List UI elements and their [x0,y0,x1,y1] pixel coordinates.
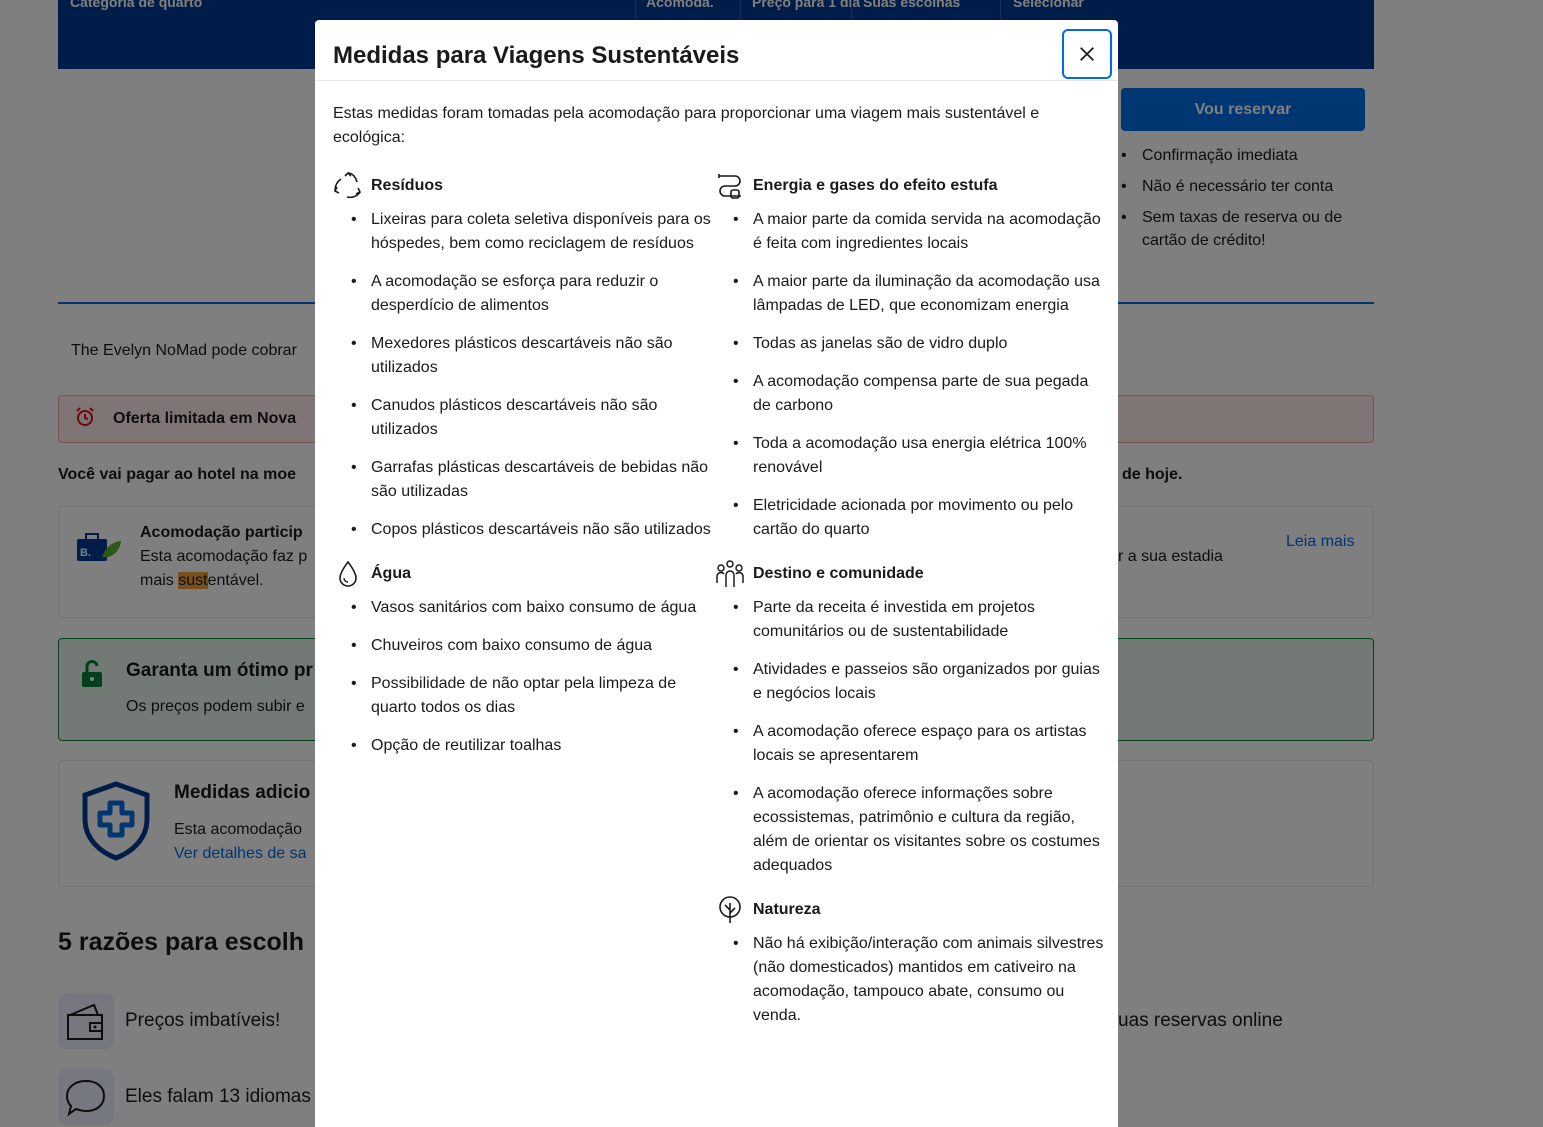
energy-icon [715,171,745,201]
measure-item: • A acomodação oferece espaço para os artistas locais se apresentarem [753,720,1105,768]
measure-item: • Todas as janelas são de vidro duplo [753,332,1105,356]
category-header-energy [715,168,1105,204]
category-header-community [715,556,1105,592]
measure-item: • Garrafas plásticas descartáveis de bebidas não são utilizadas [371,456,723,504]
energy-list [753,208,1105,542]
measure-item: • A maior parte da iluminação da acomodação usa lâmpadas de LED, que economizam energia [753,270,1105,318]
measure-item: • A acomodação se esforça para reduzir o desperdício de alimentos [371,270,723,318]
category-header-nature [715,892,1105,928]
modal-header-divider [315,80,1118,81]
measure-item: • Copos plásticos descartáveis não são utilizados [371,518,723,542]
measure-item: • Possibilidade de não optar pela limpeza de quarto todos os dias [371,672,723,720]
right-column [715,168,1105,1042]
measure-item: • Mexedores plásticos descartáveis não são utilizados [371,332,723,380]
measure-item: • Atividades e passeios são organizados por guias e negócios locais [753,658,1105,706]
sustainability-modal [315,20,1118,1127]
left-column [333,168,723,772]
tree-icon [715,895,745,925]
community-icon [715,559,745,589]
close-icon [1078,45,1096,63]
recycle-icon [333,171,363,201]
measure-item: • Parte da receita é investida em projetos comunitários ou de sustentabilidade [753,596,1105,644]
category-title: Água [371,565,411,582]
modal-intro: Estas medidas foram tomadas pela acomodação para proporcionar uma viagem mais sustentável e ecológica: [333,105,1040,146]
water-drop-icon [333,559,363,589]
water-list [371,596,723,758]
category-title: Resíduos [371,177,444,194]
category-header-water [333,556,723,592]
close-button[interactable] [1062,29,1112,79]
measure-item: • Opção de reutilizar toalhas [371,734,723,758]
measure-item: • Não há exibição/interação com animais silvestres (não domesticados) mantidos em cativeiro na acomodação, tampouco abate, consumo ou venda. [753,932,1105,1028]
category-title: Natureza [753,901,821,918]
measure-item: • Canudos plásticos descartáveis não são utilizados [371,394,723,442]
category-header-waste [333,168,723,204]
measure-item: • A acomodação compensa parte de sua pegada de carbono [753,370,1105,418]
measure-item: • Vasos sanitários com baixo consumo de água [371,596,723,620]
measure-item: • A maior parte da comida servida na acomodação é feita com ingredientes locais [753,208,1105,256]
measure-item: • Lixeiras para coleta seletiva disponíveis para os hóspedes, bem como reciclagem de resíduos [371,208,723,256]
category-title: Energia e gases do efeito estufa [753,177,998,194]
measure-item: • A acomodação oferece informações sobre ecossistemas, patrimônio e cultura da região, além de orientar os visitantes sobre os costumes adequados [753,782,1105,878]
measure-item: • Eletricidade acionada por movimento ou pelo cartão do quarto [753,494,1105,542]
modal-title: Medidas para Viagens Sustentáveis [333,42,740,69]
category-title: Destino e comunidade [753,565,924,582]
measure-item: • Chuveiros com baixo consumo de água [371,634,723,658]
measure-item: • Toda a acomodação usa energia elétrica 100% renovável [753,432,1105,480]
nature-list [753,932,1105,1028]
community-list [753,596,1105,878]
waste-list [371,208,723,542]
